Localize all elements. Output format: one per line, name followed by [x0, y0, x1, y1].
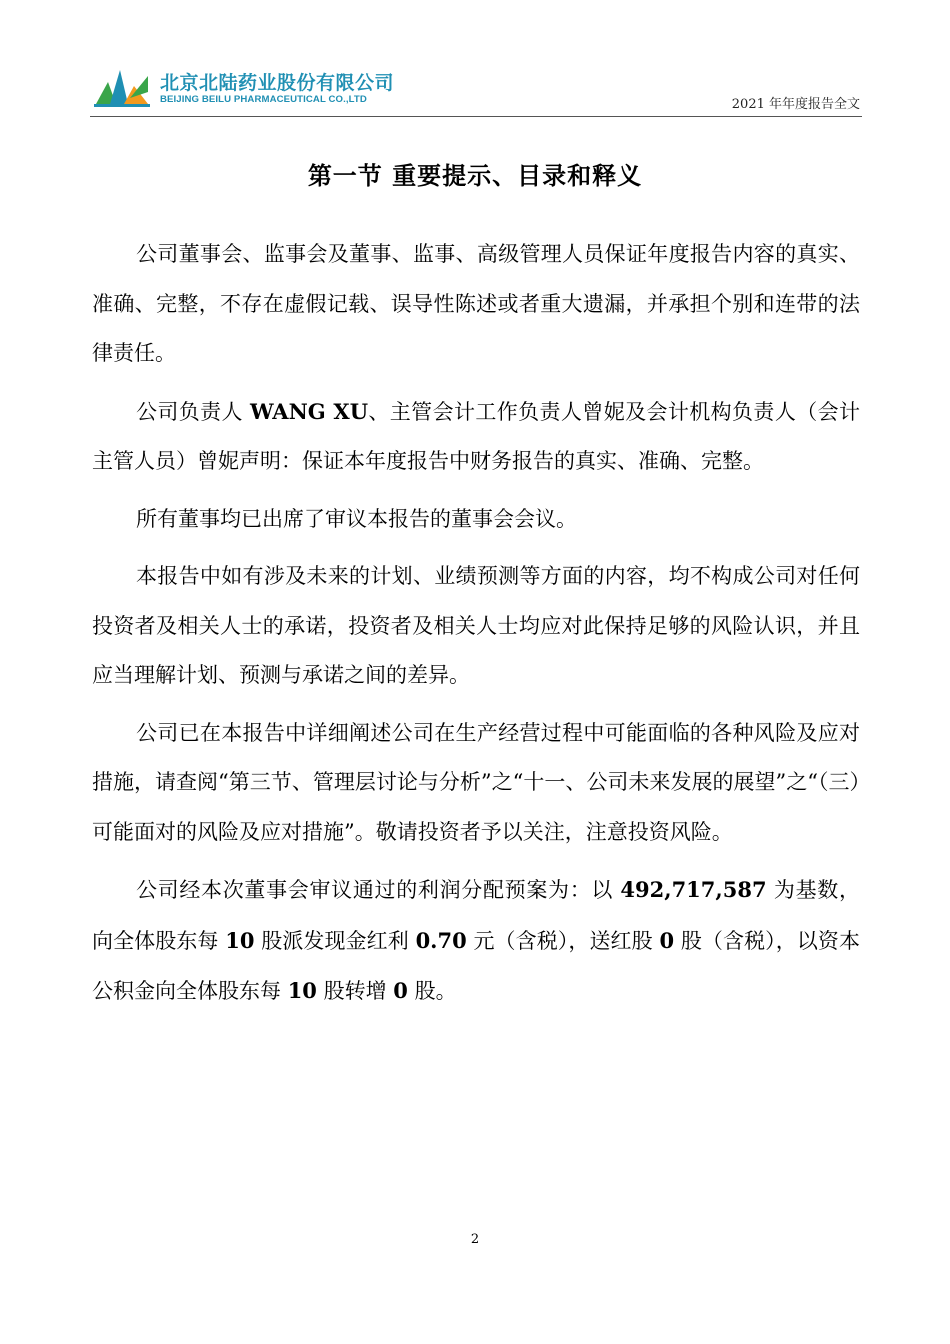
distribution-text-g: 股。 — [407, 979, 457, 1003]
page-header — [90, 62, 862, 117]
transfer-shares: 0 — [393, 978, 408, 1003]
beilu-logo-icon — [94, 68, 150, 108]
body-text — [92, 230, 860, 1025]
responsible-person-name: WANG XU — [250, 398, 369, 424]
section-title: 第一节 重要提示、目录和释义 — [307, 162, 643, 190]
paragraph-declaration — [92, 387, 860, 487]
company-name-en: BEIJING BEILU PHARMACEUTICAL CO.,LTD — [160, 94, 367, 105]
distribution-text-b: 为基数，向全体股东每 — [92, 878, 860, 953]
distribution-text-d: 元（含税），送红股 — [466, 928, 660, 953]
declaration-text-a: 公司负责人 — [136, 399, 251, 424]
per-shares-count: 10 — [225, 927, 255, 953]
cash-dividend: 0.70 — [415, 927, 467, 953]
distribution-text-e: 股（含税），以资本公积金向全体股东每 — [92, 928, 860, 1003]
distribution-text-a: 公司经本次董事会审议通过的利润分配预案为：以 — [136, 878, 621, 902]
declaration-text-b: 、主管会计工作负责人曾妮及会计机构负责人（会计主管人员）曾妮声明：保证本年度报告中财务报告的真实、准确、完整。 — [92, 399, 860, 473]
paragraph-profit-distribution — [92, 865, 860, 1017]
page-number: 2 — [470, 1232, 480, 1247]
company-name-cn: 北京北陆药业股份有限公司 — [160, 72, 395, 94]
distribution-text-f: 股转增 — [316, 979, 394, 1003]
bonus-shares: 0 — [659, 927, 675, 953]
document-title: 2021 年年度报告全文 — [731, 97, 860, 112]
paragraph-responsibility: 公司董事会、监事会及董事、监事、高级管理人员保证年度报告内容的真实、准确、完整，不存在虚假记载、误导性陈述或者重大遗漏，并承担个别和连带的法律责任。 — [92, 242, 860, 365]
paragraph-attendance: 所有董事均已出席了审议本报告的董事会会议。 — [136, 506, 577, 531]
per-shares-count-2: 10 — [287, 978, 317, 1003]
distribution-text-c: 股派发现金红利 — [254, 928, 416, 953]
paragraph-risk: 公司已在本报告中详细阐述公司在生产经营过程中可能面临的各种风险及应对措施，请查阅“第三节、管理层讨论与分析”之“十一、公司未来发展的展望”之“（三）可能面对的风险及应对措施”。敬请投资者予以关注，注意投资风险。 — [92, 720, 860, 844]
paragraph-forward-looking: 本报告中如有涉及未来的计划、业绩预测等方面的内容，均不构成公司对任何投资者及相关人士的承诺，投资者及相关人士均应对此保持足够的风险认识，并且应当理解计划、预测与承诺之间的差异。 — [92, 564, 860, 687]
base-share-count: 492,717,587 — [620, 877, 767, 902]
